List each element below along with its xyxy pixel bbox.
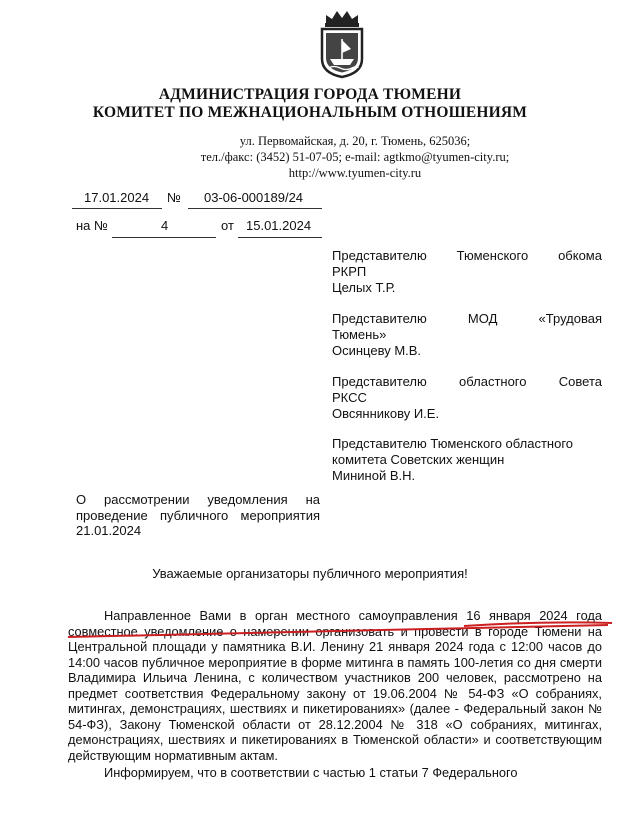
incoming-prefix: на № bbox=[76, 218, 108, 233]
addressee-org: комитета Советских женщин bbox=[332, 452, 505, 467]
addressee-person: Овсянникову И.Е. bbox=[332, 406, 440, 421]
addressee-line: Представителю МОД «Трудовая bbox=[332, 311, 602, 326]
addressee-person: Целых Т.Р. bbox=[332, 280, 396, 295]
outgoing-number: 03-06-000189/24 bbox=[204, 190, 304, 205]
addressee-person: Осинцеву М.В. bbox=[332, 343, 422, 358]
postal-address: ул. Первомайская, д. 20, г. Тюмень, 625036; bbox=[239, 134, 471, 148]
website-link[interactable]: http://www.tyumen-city.ru bbox=[288, 166, 422, 180]
body-paragraph: Информируем, что в соответствии с частью 1 статьи 7 Федерального bbox=[104, 765, 518, 781]
letter-subject: О рассмотрении уведомления на проведение публичного мероприятия 21.01.2024 bbox=[76, 492, 320, 538]
addressee-line: Представителю областного Совета bbox=[332, 374, 602, 389]
highlight-stroke bbox=[68, 625, 608, 637]
addressee-org: Тюмень» bbox=[332, 327, 387, 342]
outgoing-number-label: № bbox=[167, 190, 181, 205]
organization-name: АДМИНИСТРАЦИЯ ГОРОДА ТЮМЕНИ bbox=[158, 86, 462, 103]
addressee-line: Представителю Тюменского обкома bbox=[332, 248, 602, 263]
addressee-org: РКРП bbox=[332, 264, 367, 279]
incoming-number: 4 bbox=[161, 218, 169, 233]
addressee-line: Представителю Тюменского областного bbox=[332, 436, 574, 451]
incoming-date: 15.01.2024 bbox=[246, 218, 312, 233]
addressee-person: Мининой В.Н. bbox=[332, 468, 416, 483]
contact-info: тел./факс: (3452) 51-07-05; e-mail: agtkmo@tyumen-city.ru; bbox=[200, 150, 510, 164]
body-paragraph: Направленное Вами в орган местного самоуправления 16 января 2024 года совместное уведомление о намерении организовать и провести в городе Тюмени на Центральной площади у памятника В.И. Ленину 21 января 2024 года с 12:00 часов до 14:00 часов публичное мероприятие в форме митинга в память 100-летия со дня смерти Владимира Ильича Ленина, с количеством участников 200 человек, рассмотрено на предмет соответствия Федеральному закону от 19.06.2004 № 54-ФЗ «О собраниях, митингах, демонстрациях, шествиях и пикетированиях» (далее - Федеральный закон № 54-ФЗ), Закону Тюменской области от 28.12.2004 № 318 «О собраниях, митингах, демонстрациях, шествиях и пикетированиях в Тюменской области» и соответствующим действующим нормативным актам. bbox=[68, 608, 602, 763]
committee-name: КОМИТЕТ ПО МЕЖНАЦИОНАЛЬНЫМ ОТНОШЕНИЯМ bbox=[92, 104, 528, 121]
outgoing-date: 17.01.2024 bbox=[84, 190, 150, 205]
addressee-org: РКСС bbox=[332, 390, 367, 405]
incoming-from-label: от bbox=[221, 218, 234, 233]
greeting: Уважаемые организаторы публичного мероприятия! bbox=[152, 566, 468, 581]
